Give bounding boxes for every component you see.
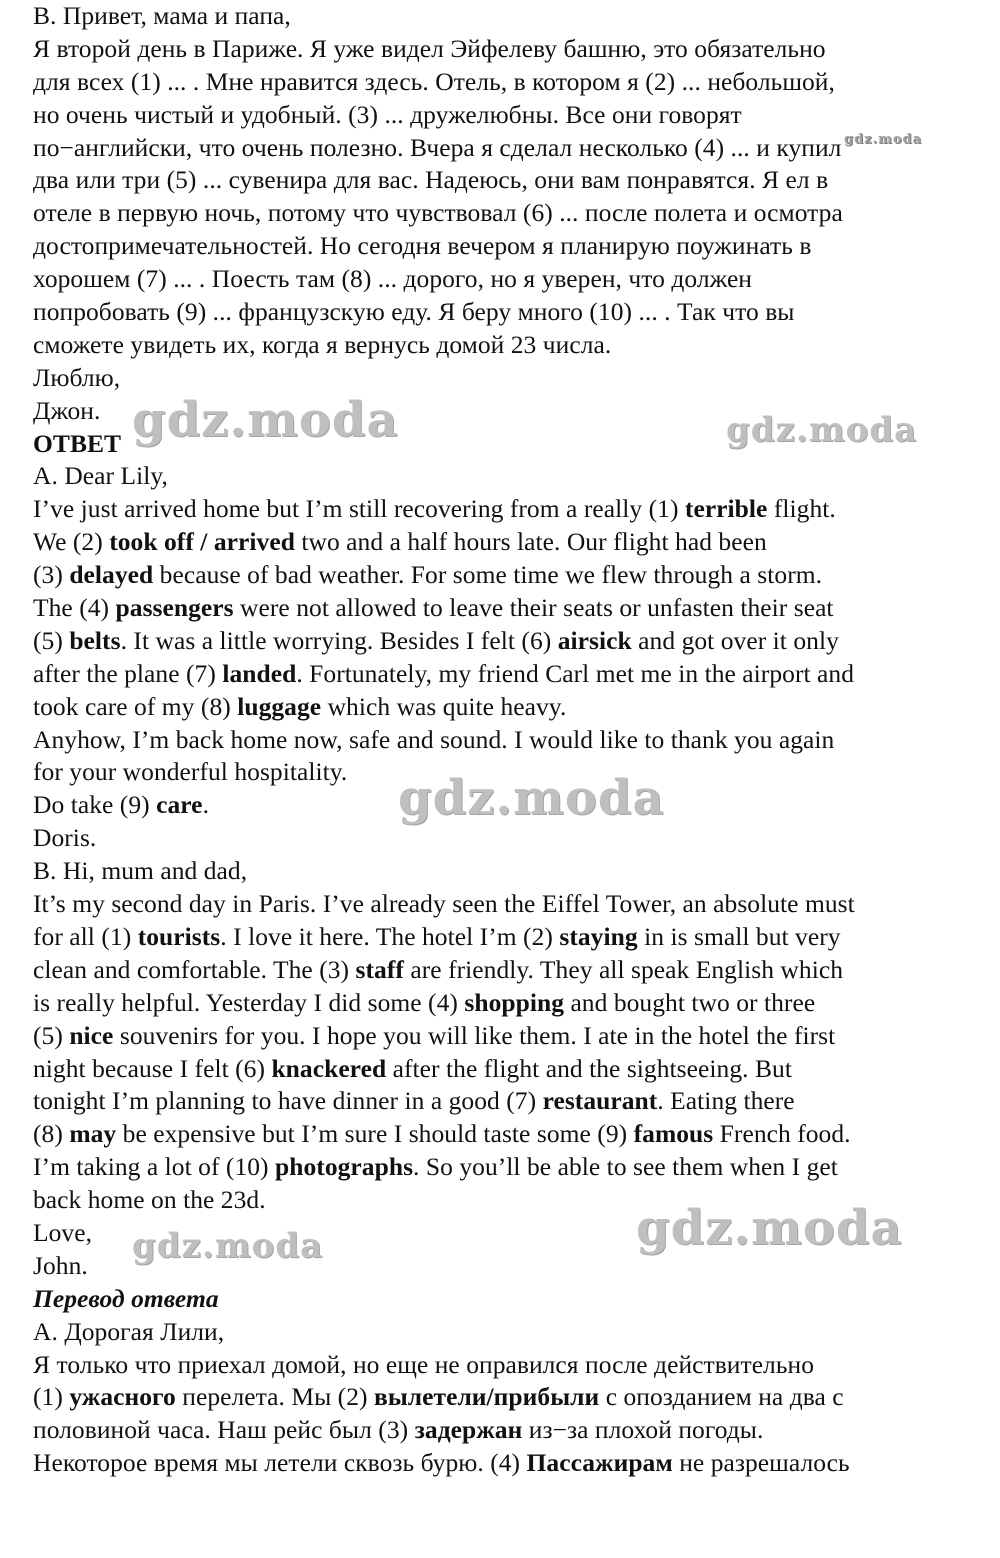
- watermark-logo: gdz.moda: [132, 392, 399, 448]
- answer-word: may: [69, 1119, 117, 1149]
- letter-a-ru-line: Некоторое время мы летели сквозь бурю. (4) Пассажирам не разрешалось: [33, 1448, 850, 1478]
- letter-a-en-line: for your wonderful hospitality.: [33, 757, 348, 787]
- letter-a-en-line: We (2) took off / arrived two and a half hours late. Our flight had been: [33, 527, 767, 557]
- letter-b-en-line: is really helpful. Yesterday I did some (4) shopping and bought two or three: [33, 987, 816, 1017]
- answer-word: задержан: [414, 1415, 523, 1445]
- answer-word: knackered: [271, 1053, 387, 1083]
- answer-word: shopping: [464, 987, 565, 1017]
- letter-a-en-line: The (4) passengers were not allowed to leave their seats or unfasten their seat: [33, 593, 834, 623]
- watermark-logo: gdz.moda: [726, 410, 918, 450]
- letter-a-en-line: (3) delayed because of bad weather. For some time we flew through a storm.: [33, 560, 823, 590]
- answer-word: delayed: [69, 560, 154, 590]
- letter-b-en-line: It’s my second day in Paris. I’ve already seen the Eiffel Tower, an absolute must: [33, 889, 855, 919]
- answer-word: landed: [222, 658, 297, 688]
- letter-b-ru-line: Я второй день в Париже. Я уже видел Эйфелеву башню, это обязательно: [33, 33, 826, 63]
- answer-word: ужасного: [69, 1382, 176, 1412]
- letter-b-ru-closing: Люблю,: [33, 362, 121, 392]
- letter-a-en-line: after the plane (7) landed. Fortunately, my friend Carl met me in the airport and: [33, 658, 855, 688]
- answer-word: photographs: [275, 1152, 414, 1182]
- answer-word: care: [156, 790, 203, 820]
- letter-b-ru-line: для всех (1) ... . Мне нравится здесь. Отель, в котором я (2) ... небольшой,: [33, 66, 835, 96]
- letter-b-ru-signature: Джон.: [33, 395, 101, 425]
- answer-word: belts: [69, 625, 121, 655]
- answer-word: luggage: [237, 691, 322, 721]
- translation-heading: Перевод ответа: [33, 1283, 219, 1313]
- letter-a-ru-line: Я только что приехал домой, но еще не оправился после действительно: [33, 1349, 815, 1379]
- letter-b-ru-line: два или три (5) ... сувенира для вас. Надеюсь, они вам понравятся. Я ел в: [33, 165, 829, 195]
- letter-b-ru-line: попробовать (9) ... французскую еду. Я беру много (10) ... . Так что вы: [33, 297, 795, 327]
- answer-word: terrible: [684, 494, 768, 524]
- watermark-logo: gdz.moda: [844, 132, 923, 147]
- letter-a-en-line: Anyhow, I’m back home now, safe and sound. I would like to thank you again: [33, 724, 835, 754]
- letter-b-ru-line: по−английски, что очень полезно. Вчера я сделал несколько (4) ... и купил: [33, 132, 842, 162]
- letter-b-en-signature: John.: [33, 1250, 88, 1280]
- letter-a-en-line: (5) belts. It was a little worrying. Besides I felt (6) airsick and got over it only: [33, 625, 839, 655]
- answer-word: passengers: [115, 593, 234, 623]
- answer-word: famous: [633, 1119, 714, 1149]
- answer-word: restaurant: [542, 1086, 658, 1116]
- letter-a-ru-line: (1) ужасного перелета. Мы (2) вылетели/прибыли с опозданием на два с: [33, 1382, 844, 1412]
- letter-b-ru-line: хорошем (7) ... . Поесть там (8) ... дорого, но я уверен, что должен: [33, 264, 753, 294]
- letter-b-en-line: back home on the 23d.: [33, 1185, 266, 1215]
- answer-word: вылетели/прибыли: [374, 1382, 600, 1412]
- document-page: [33, 0, 983, 1480]
- answer-word: nice: [69, 1020, 114, 1050]
- letter-b-en-line: (5) nice souvenirs for you. I hope you will like them. I ate in the hotel the first: [33, 1020, 836, 1050]
- answer-word: took off / arrived: [109, 527, 295, 557]
- watermark-logo: gdz.moda: [636, 1200, 903, 1256]
- letter-b-en-line: clean and comfortable. The (3) staff are friendly. They all speak English which: [33, 954, 843, 984]
- letter-b-en-line: I’m taking a lot of (10) photographs. So you’ll be able to see them when I get: [33, 1152, 838, 1182]
- letter-b-ru-line: сможете увидеть их, когда я вернусь домой 23 числа.: [33, 329, 612, 359]
- letter-a-en-line: took care of my (8) luggage which was quite heavy.: [33, 691, 567, 721]
- answer-word: tourists: [137, 921, 221, 951]
- letter-a-ru-greeting: А. Дорогая Лили,: [33, 1316, 225, 1346]
- letter-a-en-greeting: A. Dear Lily,: [33, 461, 168, 491]
- answer-word: staff: [355, 954, 404, 984]
- letter-b-ru-line: отеле в первую ночь, потому что чувствовал (6) ... после полета и осмотра: [33, 198, 843, 228]
- letter-a-en-line: I’ve just arrived home but I’m still recovering from a really (1) terrible flight.: [33, 494, 836, 524]
- letter-b-en-line: tonight I’m planning to have dinner in a good (7) restaurant. Eating there: [33, 1086, 795, 1116]
- letter-b-en-line: night because I felt (6) knackered after the flight and the sightseeing. But: [33, 1053, 792, 1083]
- letter-b-en-greeting: B. Hi, mum and dad,: [33, 856, 248, 886]
- letter-b-ru-line: достопримечательностей. Но сегодня вечером я планирую поужинать в: [33, 231, 812, 261]
- letter-b-en-line: for all (1) tourists. I love it here. The hotel I’m (2) staying in is small but very: [33, 921, 841, 951]
- letter-b-ru-line: но очень чистый и удобный. (3) ... дружелюбны. Все они говорят: [33, 99, 742, 129]
- letter-b-en-closing: Love,: [33, 1217, 93, 1247]
- letter-a-ru-line: половиной часа. Наш рейс был (3) задержан из−за плохой погоды.: [33, 1415, 764, 1445]
- answer-word: staying: [559, 921, 638, 951]
- answer-word: airsick: [557, 625, 632, 655]
- watermark-logo: gdz.moda: [132, 1226, 324, 1266]
- letter-b-ru-greeting: В. Привет, мама и папа,: [33, 1, 291, 30]
- letter-a-en-line: Do take (9) care.: [33, 790, 209, 820]
- answer-heading: ОТВЕТ: [33, 428, 122, 458]
- watermark-logo: gdz.moda: [398, 770, 665, 826]
- answer-word: Пассажирам: [526, 1448, 673, 1478]
- letter-a-en-signature: Doris.: [33, 823, 97, 853]
- letter-b-en-line: (8) may be expensive but I’m sure I should taste some (9) famous French food.: [33, 1119, 851, 1149]
